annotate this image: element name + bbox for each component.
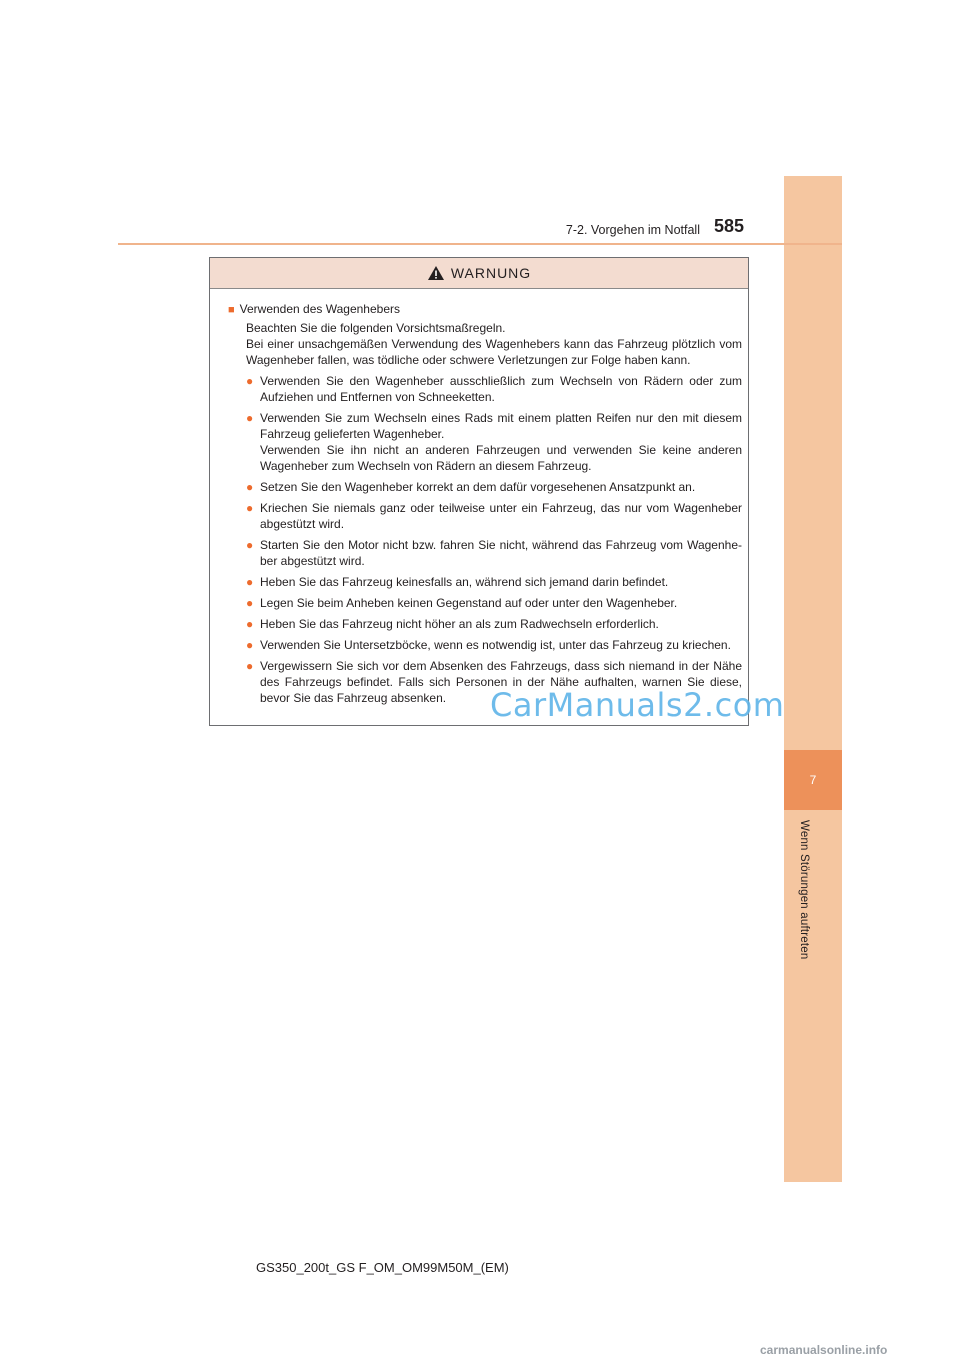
list-item-text-part: Verwenden Sie ihn nicht an anderen Fahrzeugen und verwenden Sie keine anderen Wagenheber zum Wechseln von Rädern an diesem Fahrzeug. <box>260 443 742 473</box>
intro-line-2: Bei einer unsachgemäßen Verwendung des Wagenhebers kann das Fahrzeug plötzlich vom Wagenheber fallen, was tödliche oder schwere Verletzungen zur Folge haben kann. <box>246 337 742 367</box>
square-bullet-icon: ■ <box>228 304 235 316</box>
header-divider <box>118 243 842 245</box>
warning-triangle-icon <box>427 265 445 281</box>
list-item <box>246 574 742 590</box>
list-item-text <box>260 410 742 474</box>
list-item <box>246 373 742 405</box>
warning-subheading <box>228 301 742 318</box>
section-title: 7-2. Vorgehen im Notfall <box>565 223 700 237</box>
bullet-dot-icon: ● <box>246 501 254 515</box>
carmanuals-watermark: CarManuals2.com <box>490 686 785 724</box>
document-code: GS350_200t_GS F_OM_OM99M50M_(EM) <box>256 1260 509 1275</box>
list-item <box>246 410 742 474</box>
list-item-text: Verwenden Sie Untersetzböcke, wenn es notwendig ist, unter das Fahrzeug zu kriechen. <box>260 638 731 652</box>
bullet-dot-icon: ● <box>246 638 254 652</box>
list-item-text: Heben Sie das Fahrzeug nicht höher an als zum Radwechseln erforderlich. <box>260 617 659 631</box>
bullet-dot-icon: ● <box>246 411 254 425</box>
site-watermark: carmanualsonline.info <box>760 1343 888 1357</box>
list-item-text: Setzen Sie den Wagenheber korrekt an dem dafür vorgesehenen Ansatzpunkt an. <box>260 480 696 494</box>
list-item <box>246 595 742 611</box>
warning-box <box>209 257 749 726</box>
warning-body <box>210 289 748 706</box>
list-item-text-part: Verwenden Sie zum Wechseln eines Rads mit einem platten Reifen nur den mit diesem Fahrzeug gelieferten Wagenheber. <box>260 411 742 441</box>
chapter-side-tab <box>784 176 842 1182</box>
bullet-dot-icon: ● <box>246 659 254 673</box>
list-item <box>246 616 742 632</box>
list-item <box>246 479 742 495</box>
chapter-number: 7 <box>784 750 842 810</box>
page-header <box>118 212 842 242</box>
page-number: 585 <box>713 216 744 236</box>
warning-header <box>210 258 748 289</box>
warning-title: WARNUNG <box>450 265 532 281</box>
list-item-text: Verwenden Sie den Wagenheber ausschließlich zum Wechseln von Rädern oder zum Aufziehen und Entfernen von Schneeketten. <box>260 374 742 404</box>
bullet-dot-icon: ● <box>246 596 254 610</box>
chapter-title: Wenn Störungen auftreten <box>798 820 810 960</box>
list-item-text: Legen Sie beim Anheben keinen Gegenstand auf oder unter den Wagenheber. <box>260 596 678 610</box>
list-item-text: Kriechen Sie niemals ganz oder teilweise unter ein Fahrzeug, das nur vom Wagenheber abgestützt wird. <box>260 501 742 531</box>
subheading-text: Verwenden des Wagenhebers <box>239 302 400 316</box>
bullet-dot-icon: ● <box>246 480 254 494</box>
list-item-text: Heben Sie das Fahrzeug keinesfalls an, während sich jemand darin befindet. <box>260 575 669 589</box>
list-item <box>246 500 742 532</box>
list-item <box>246 537 742 569</box>
bullet-dot-icon: ● <box>246 575 254 589</box>
bullet-dot-icon: ● <box>246 617 254 631</box>
list-item <box>246 637 742 653</box>
list-item-text: Vergewissern Sie sich vor dem Absenken des Fahrzeugs, dass sich niemand in der Nähe des Fahrzeugs befindet. Falls sich Personen in der Nähe aufhalten, warnen Sie diese, bevor Sie das Fahrzeug absenken. <box>260 659 742 705</box>
list-item-text: Starten Sie den Motor nicht bzw. fahren Sie nicht, während das Fahrzeug vom Wagenhe-ber abgestützt wird. <box>260 538 742 568</box>
bullet-dot-icon: ● <box>246 538 254 552</box>
intro-line-1: Beachten Sie die folgenden Vorsichtsmaßregeln. <box>246 321 506 335</box>
bullet-dot-icon: ● <box>246 374 254 388</box>
